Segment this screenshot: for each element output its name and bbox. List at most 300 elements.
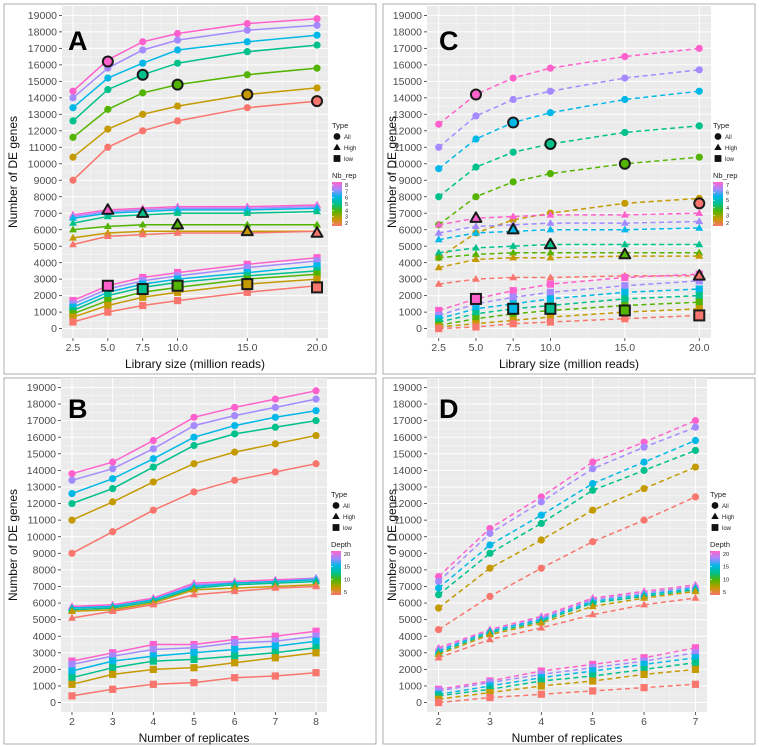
data-point: [139, 111, 146, 118]
data-point: [244, 71, 251, 78]
data-point: [174, 30, 181, 37]
data-point: [150, 478, 157, 485]
data-point: [313, 22, 320, 29]
data-point: [69, 318, 76, 325]
data-point: [139, 38, 146, 45]
x-axis-title: Library size (million reads): [498, 357, 640, 371]
highlight-point: [694, 310, 704, 320]
data-point: [174, 102, 181, 109]
y-tick-label: 13000: [392, 108, 422, 121]
data-point: [621, 282, 628, 289]
y-tick-label: 13000: [392, 481, 422, 494]
legend-type-label: low: [344, 157, 354, 163]
data-point: [109, 671, 116, 678]
data-point: [272, 654, 279, 661]
data-point: [174, 37, 181, 44]
highlight-point: [620, 159, 630, 169]
data-point: [69, 134, 76, 141]
data-point: [150, 445, 157, 452]
y-tick-label: 18000: [392, 26, 422, 39]
y-tick-label: 19000: [26, 382, 56, 395]
data-point: [109, 664, 116, 671]
highlight-point: [103, 281, 113, 291]
y-tick-label: 14000: [27, 92, 57, 105]
data-point: [272, 440, 279, 447]
data-point: [312, 407, 319, 414]
data-point: [435, 585, 442, 592]
legend-color-label: 15: [344, 564, 351, 571]
y-tick-label: 6000: [398, 224, 422, 237]
legend-color-label: 3: [726, 213, 730, 220]
data-point: [68, 477, 75, 484]
data-point: [190, 488, 197, 495]
y-tick-label: 19000: [27, 9, 57, 22]
data-point: [472, 112, 479, 119]
y-tick-label: 11000: [27, 514, 56, 527]
data-point: [696, 88, 703, 95]
data-point: [150, 666, 157, 673]
data-point: [150, 657, 157, 664]
legend-color-title: Depth: [710, 540, 731, 549]
y-tick-label: 1000: [33, 306, 57, 319]
y-tick-label: 11000: [393, 141, 422, 154]
highlight-point: [508, 118, 518, 128]
data-point: [139, 46, 146, 53]
data-point: [510, 294, 517, 301]
data-point: [472, 135, 479, 142]
data-point: [190, 679, 197, 686]
data-point: [547, 109, 554, 116]
x-tick-label: 3: [487, 716, 493, 728]
data-point: [696, 292, 703, 299]
y-tick-label: 12000: [392, 125, 422, 138]
data-point: [69, 117, 76, 124]
y-tick-label: 14000: [392, 464, 422, 477]
y-tick-label: 15000: [27, 75, 57, 88]
data-point: [68, 674, 75, 681]
x-axis-title: Number of replicates: [511, 731, 623, 745]
data-point: [435, 626, 442, 633]
data-point: [104, 106, 111, 113]
x-tick-label: 10.0: [167, 342, 188, 354]
data-point: [510, 149, 517, 156]
highlight-point: [471, 90, 481, 100]
legend-color-label: 4: [726, 205, 730, 212]
data-point: [472, 193, 479, 200]
data-point: [313, 65, 320, 72]
data-point: [589, 507, 596, 514]
data-point: [109, 498, 116, 505]
highlight-point: [508, 304, 518, 314]
highlight-point: [545, 139, 555, 149]
data-point: [109, 528, 116, 535]
data-point: [312, 669, 319, 676]
data-point: [640, 517, 647, 524]
data-point: [486, 530, 493, 537]
legend-square-icon: [712, 524, 719, 531]
legend-color-label: 20: [344, 552, 351, 558]
legend-type-label: High: [343, 515, 356, 521]
data-point: [435, 193, 442, 200]
data-point: [312, 460, 319, 467]
data-point: [231, 430, 238, 437]
x-tick-label: 6: [231, 716, 238, 728]
data-point: [109, 686, 116, 693]
x-tick-label: 7.5: [505, 342, 521, 354]
y-tick-label: 9000: [33, 174, 57, 187]
legend-type-label: low: [722, 526, 732, 532]
legend-type-label: High: [725, 146, 738, 152]
data-point: [640, 485, 647, 492]
panel-letter: B: [68, 394, 88, 424]
data-point: [510, 320, 517, 327]
highlight-point: [173, 80, 183, 90]
data-point: [621, 96, 628, 103]
data-point: [104, 86, 111, 93]
data-point: [692, 493, 699, 500]
data-point: [486, 694, 493, 701]
data-point: [69, 94, 76, 101]
y-tick-label: 3000: [33, 273, 57, 286]
data-point: [589, 487, 596, 494]
data-point: [231, 449, 238, 456]
data-point: [68, 470, 75, 477]
data-point: [69, 177, 76, 184]
data-point: [231, 639, 238, 646]
data-point: [547, 295, 554, 302]
y-tick-label: 12000: [392, 498, 422, 511]
data-point: [510, 74, 517, 81]
legend-color-label: 5: [723, 590, 727, 596]
data-point: [272, 672, 279, 679]
data-point: [68, 500, 75, 507]
legend-color-bar: [710, 551, 720, 595]
y-tick-label: 9000: [398, 547, 422, 560]
data-point: [109, 475, 116, 482]
data-point: [139, 89, 146, 96]
y-axis-title: Number of DE genes: [385, 115, 399, 229]
highlight-point: [620, 305, 630, 315]
data-point: [272, 414, 279, 421]
highlight-point: [312, 96, 322, 106]
y-tick-label: 16000: [27, 59, 57, 72]
data-point: [272, 395, 279, 402]
data-point: [435, 578, 442, 585]
data-point: [696, 45, 703, 52]
x-tick-label: 3: [109, 716, 116, 728]
data-point: [231, 404, 238, 411]
data-point: [104, 74, 111, 81]
y-tick-label: 6000: [32, 597, 56, 610]
x-tick-label: 6: [641, 716, 647, 728]
data-point: [486, 541, 493, 548]
data-point: [621, 274, 628, 281]
y-tick-label: 11000: [28, 141, 57, 154]
y-tick-label: 16000: [392, 431, 422, 444]
legend-color-title: Nb_rep: [332, 171, 357, 180]
y-tick-label: 14000: [26, 464, 56, 477]
y-tick-label: 4000: [398, 257, 422, 270]
data-point: [312, 417, 319, 424]
data-point: [640, 671, 647, 678]
data-point: [244, 27, 251, 34]
legend-type-label: High: [722, 515, 735, 521]
data-point: [621, 289, 628, 296]
data-point: [139, 60, 146, 67]
data-point: [621, 295, 628, 302]
y-tick-label: 12000: [27, 125, 57, 138]
y-tick-label: 8000: [398, 564, 422, 577]
data-point: [538, 536, 545, 543]
data-point: [69, 104, 76, 111]
data-point: [104, 302, 111, 309]
data-point: [538, 565, 545, 572]
highlight-point: [694, 198, 704, 208]
data-point: [313, 15, 320, 22]
panel-a: [4, 4, 376, 374]
legend-type-label: All: [343, 504, 350, 510]
data-point: [272, 404, 279, 411]
legend-circle-icon: [712, 502, 719, 509]
x-tick-label: 4: [538, 716, 545, 728]
data-point: [510, 287, 517, 294]
y-tick-label: 8000: [33, 191, 57, 204]
data-point: [486, 565, 493, 572]
data-point: [231, 422, 238, 429]
legend-type-label: High: [344, 146, 357, 152]
legend-type-label: All: [344, 135, 351, 141]
y-tick-label: 15000: [392, 75, 422, 88]
data-point: [312, 649, 319, 656]
data-point: [272, 643, 279, 650]
y-tick-label: 19000: [392, 9, 422, 22]
data-point: [174, 117, 181, 124]
x-tick-label: 2.5: [65, 342, 81, 354]
data-point: [68, 490, 75, 497]
y-tick-label: 13000: [27, 108, 57, 121]
y-tick-label: 11000: [393, 514, 422, 527]
legend-color-label: 15: [723, 564, 730, 571]
y-tick-label: 18000: [26, 398, 56, 411]
data-point: [692, 417, 699, 424]
y-tick-label: 5000: [398, 614, 422, 627]
data-point: [109, 465, 116, 472]
y-tick-label: 2000: [398, 290, 422, 303]
data-point: [435, 144, 442, 151]
data-point: [231, 659, 238, 666]
data-point: [510, 96, 517, 103]
data-point: [313, 84, 320, 91]
y-tick-label: 4000: [33, 257, 57, 270]
data-point: [472, 323, 479, 330]
y-tick-label: 6000: [33, 224, 57, 237]
y-axis-title: Number of DE genes: [6, 488, 20, 602]
y-tick-label: 3000: [398, 647, 422, 660]
highlight-point: [242, 90, 252, 100]
data-point: [231, 653, 238, 660]
data-point: [696, 299, 703, 306]
y-tick-label: 10000: [392, 531, 422, 544]
legend-type-title: Type: [713, 121, 730, 130]
x-axis-title: Library size (million reads): [124, 357, 266, 371]
legend-color-label: 5: [345, 202, 349, 208]
y-tick-label: 1000: [398, 306, 422, 319]
legend-color-label: 4: [345, 208, 349, 215]
data-point: [272, 424, 279, 431]
x-tick-label: 7: [272, 716, 279, 728]
y-tick-label: 0: [416, 697, 422, 710]
legend-color-bar: [713, 182, 723, 226]
data-point: [150, 507, 157, 514]
y-tick-label: 10000: [392, 158, 422, 171]
x-tick-label: 20.0: [689, 342, 710, 354]
data-point: [104, 309, 111, 316]
data-point: [589, 538, 596, 545]
legend-type-label: low: [343, 526, 353, 532]
data-point: [696, 285, 703, 292]
y-tick-label: 5000: [32, 614, 56, 627]
data-point: [190, 664, 197, 671]
y-tick-label: 0: [51, 323, 57, 336]
data-point: [696, 66, 703, 73]
data-point: [538, 512, 545, 519]
data-point: [104, 144, 111, 151]
data-point: [692, 437, 699, 444]
data-point: [174, 297, 181, 304]
data-point: [231, 412, 238, 419]
x-tick-label: 15.0: [614, 342, 636, 354]
panel-d: [383, 378, 755, 745]
data-point: [150, 463, 157, 470]
legend-color-label: 6: [726, 190, 730, 197]
y-tick-label: 7000: [398, 207, 422, 220]
y-axis-title: Number of DE genes: [385, 488, 399, 602]
data-point: [435, 604, 442, 611]
data-point: [589, 480, 596, 487]
legend-color-bar: [331, 551, 341, 595]
data-point: [190, 422, 197, 429]
data-point: [69, 88, 76, 95]
x-tick-label: 15.0: [237, 342, 258, 354]
y-tick-label: 8000: [398, 191, 422, 204]
data-point: [547, 289, 554, 296]
data-point: [68, 692, 75, 699]
y-tick-label: 19000: [392, 382, 422, 395]
data-point: [190, 442, 197, 449]
legend-type-label: All: [725, 135, 732, 141]
y-tick-label: 13000: [26, 481, 56, 494]
data-point: [589, 465, 596, 472]
y-tick-label: 2000: [33, 290, 57, 303]
legend-color-label: 6: [345, 195, 349, 202]
data-point: [692, 463, 699, 470]
y-axis-title: Number of DE genes: [6, 115, 20, 229]
highlight-point: [103, 57, 113, 67]
highlight-point: [173, 281, 183, 291]
data-point: [547, 318, 554, 325]
data-point: [547, 88, 554, 95]
data-point: [244, 48, 251, 55]
y-tick-label: 7000: [398, 581, 422, 594]
legend-color-label: 8: [345, 183, 349, 189]
x-tick-label: 5: [191, 716, 197, 728]
data-point: [435, 325, 442, 332]
x-tick-label: 8: [313, 716, 319, 728]
data-point: [68, 661, 75, 668]
y-tick-label: 2000: [398, 663, 422, 676]
highlight-point: [545, 304, 555, 314]
data-point: [150, 437, 157, 444]
y-tick-label: 4000: [398, 630, 422, 643]
data-point: [538, 682, 545, 689]
data-point: [244, 38, 251, 45]
y-tick-label: 10000: [26, 531, 56, 544]
y-tick-label: 15000: [26, 448, 56, 461]
y-tick-label: 9000: [32, 547, 56, 560]
y-tick-label: 17000: [26, 415, 56, 428]
data-point: [486, 550, 493, 557]
y-tick-label: 12000: [26, 498, 56, 511]
data-point: [190, 414, 197, 421]
data-point: [231, 477, 238, 484]
highlight-point: [471, 294, 481, 304]
y-tick-label: 5000: [398, 240, 422, 253]
legend-type-label: low: [725, 157, 735, 163]
x-tick-label: 4: [150, 716, 157, 728]
data-point: [640, 444, 647, 451]
legend-color-label: 7: [726, 183, 730, 189]
y-tick-label: 5000: [33, 240, 57, 253]
y-tick-label: 1000: [32, 680, 56, 693]
legend-color-label: 7: [345, 189, 349, 196]
legend-type-title: Type: [332, 121, 349, 130]
y-tick-label: 16000: [26, 431, 56, 444]
data-point: [312, 395, 319, 402]
x-tick-label: 2: [69, 716, 75, 728]
y-tick-label: 0: [416, 323, 422, 336]
data-point: [313, 32, 320, 39]
data-point: [486, 593, 493, 600]
data-point: [538, 691, 545, 698]
x-tick-label: 7: [692, 716, 699, 728]
x-tick-label: 5: [589, 716, 596, 728]
y-tick-label: 17000: [27, 42, 57, 55]
data-point: [244, 104, 251, 111]
data-point: [68, 681, 75, 688]
y-tick-label: 8000: [32, 564, 56, 577]
y-tick-label: 15000: [392, 448, 422, 461]
legend-color-label: 2: [726, 221, 730, 227]
legend-square-icon: [334, 155, 341, 162]
data-point: [640, 684, 647, 691]
data-point: [139, 127, 146, 134]
y-tick-label: 7000: [33, 207, 57, 220]
y-tick-label: 18000: [392, 398, 422, 411]
highlight-point: [138, 70, 148, 80]
data-point: [692, 447, 699, 454]
data-point: [435, 699, 442, 706]
panel-letter: A: [68, 26, 88, 56]
legend-square-icon: [333, 524, 340, 531]
y-tick-label: 16000: [392, 59, 422, 72]
highlight-point: [138, 284, 148, 294]
y-tick-label: 17000: [392, 415, 422, 428]
y-tick-label: 9000: [398, 174, 422, 187]
legend-circle-icon: [334, 133, 341, 140]
data-point: [696, 154, 703, 161]
panel-letter: D: [439, 394, 459, 424]
data-point: [231, 674, 238, 681]
